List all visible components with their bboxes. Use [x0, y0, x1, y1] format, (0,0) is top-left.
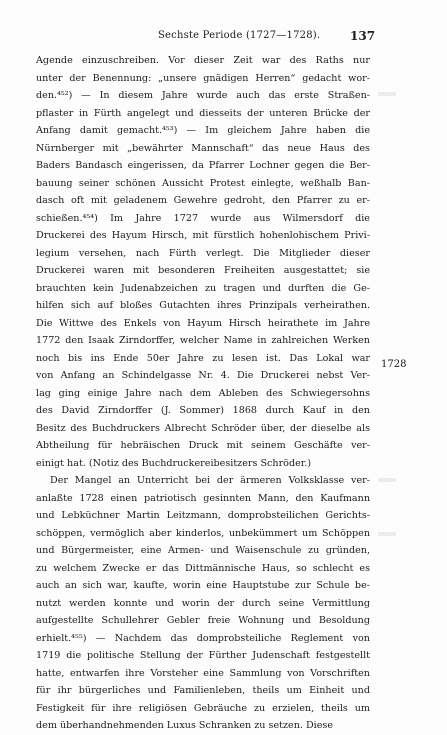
text-line: bauung seiner schönen Aussicht Protest einlegte, weßhalb Ban- [36, 177, 370, 189]
text-line: auch an sich war, kaufte, worin eine Hauptstube zur Schule be- [36, 580, 370, 591]
text-line: von Anfang an Schindelgasse Nr. 4. Die Druckerei nebst Ver- [36, 370, 370, 381]
text-line: Druckerei waren mit besonderen Freiheiten ausgestattet; sie [36, 265, 370, 276]
body-text [36, 52, 370, 735]
text-line: nutzt werden konnte und worin der durch seine Vermittlung [36, 597, 370, 609]
text-line: erhielt.⁴⁵⁵) — Nachdem das domprobsteiliche Reglement von [36, 632, 370, 644]
text-line: Festigkeit für ihre religiösen Gebräuche zu erzielen, theils um [36, 702, 370, 714]
text-line: unter der Benennung: „unsere gnädigen Herren“ gedacht wor- [36, 72, 370, 84]
text-line: Die Wittwe des Enkels von Hayum Hirsch heirathete im Jahre [36, 317, 370, 329]
page-number: 137 [350, 29, 376, 43]
text-line: und Bürgermeister, eine Armen- und Waisenschule zu gründen, [36, 545, 370, 556]
text-line: Druckerei des Hayum Hirsch, mit fürstlich hohenlohischem Privi- [36, 230, 370, 241]
text-line: und Lebküchner Martin Leitzmann, domprobsteilichen Gerichts- [36, 510, 370, 521]
bleed-through-mark [378, 92, 396, 96]
bleed-through-mark [378, 478, 396, 482]
text-line: dem überhandnehmenden Luxus Schranken zu setzen. Diese [36, 720, 334, 731]
text-line: noch bis ins Ende 50er Jahre zu lesen ist. Das Lokal war [36, 352, 370, 364]
text-line: Besitz des Buchdruckers Albrecht Schröder über, der dieselbe als [36, 422, 370, 434]
page-header [0, 30, 447, 46]
text-line: Baders Bandasch eingerissen, da Pfarrer Lochner gegen die Ber- [36, 160, 370, 171]
text-line: für ihr bürgerliches und Familienleben, theils um Einheit und [36, 685, 370, 696]
text-line: 1719 die politische Stellung der Fürther Judenschaft festgestellt [36, 650, 370, 661]
text-line: aufgestellte Schullehrer Gebler freie Wohnung und Besoldung [36, 615, 370, 626]
text-line: zu welchem Zwecke er das Dittmännische Haus, so schlecht es [36, 562, 370, 574]
bleed-through-mark [378, 532, 396, 536]
text-line: Anfang damit gemacht.⁴⁵³) — Im gleichem Jahre haben die [36, 125, 370, 136]
text-line: anlaßte 1728 einen patriotisch gesinnten Mann, den Kaufmann [36, 492, 370, 504]
text-line: einigt hat. (Notiz des Buchdruckereibesitzers Schröder.) [36, 457, 312, 469]
text-line: den.⁴⁵²) — In diesem Jahre wurde auch das erste Straßen- [36, 90, 370, 101]
margin-year-note: 1728 [381, 359, 407, 370]
text-line: 1772 den Isaak Zirndorffer, welcher Name in zahlreichen Werken [36, 335, 370, 346]
text-line: Agende einzuschreiben. Vor dieser Zeit war des Raths nur [36, 55, 370, 66]
text-line: Der Mangel an Unterricht bei der ärmeren Volksklasse ver- [50, 475, 370, 486]
text-line: hilfen sich auf bloßes Gutachten ihres Prinzipals verheirathen. [36, 300, 370, 311]
text-line: brauchten kein Judenabzeichen zu tragen und durften die Ge- [36, 282, 370, 294]
text-line: schießen.⁴⁵⁴) Im Jahre 1727 wurde aus Wilmersdorf die [36, 212, 370, 224]
text-line: legium versehen, nach Fürth verlegt. Die Mitglieder dieser [36, 247, 370, 259]
text-line: Nürnberger mit „bewährter Mannschaft“ das neue Haus des [36, 142, 370, 154]
running-head: Sechste Periode (1727—1728). [158, 30, 321, 41]
text-line: pflaster in Fürth angelegt und diesseits der unteren Brücke der [36, 107, 370, 119]
text-line: Abtheilung für hebräischen Druck mit seinem Geschäfte ver- [36, 440, 370, 451]
text-line: lag ging einige Jahre nach dem Ableben des Schwiegersohns [36, 387, 370, 399]
text-line: des David Zirndorffer (J. Sommer) 1868 durch Kauf in den [36, 405, 370, 416]
text-line: hatte, entwarfen ihre Vorsteher eine Sammlung von Vorschriften [36, 667, 370, 679]
text-line: schöppen, vermöglich aber kinderlos, unbekümmert um Schöppen [36, 527, 370, 539]
text-line: dasch oft mit geladenem Gewehre gedroht, den Pfarrer zu er- [36, 195, 370, 206]
